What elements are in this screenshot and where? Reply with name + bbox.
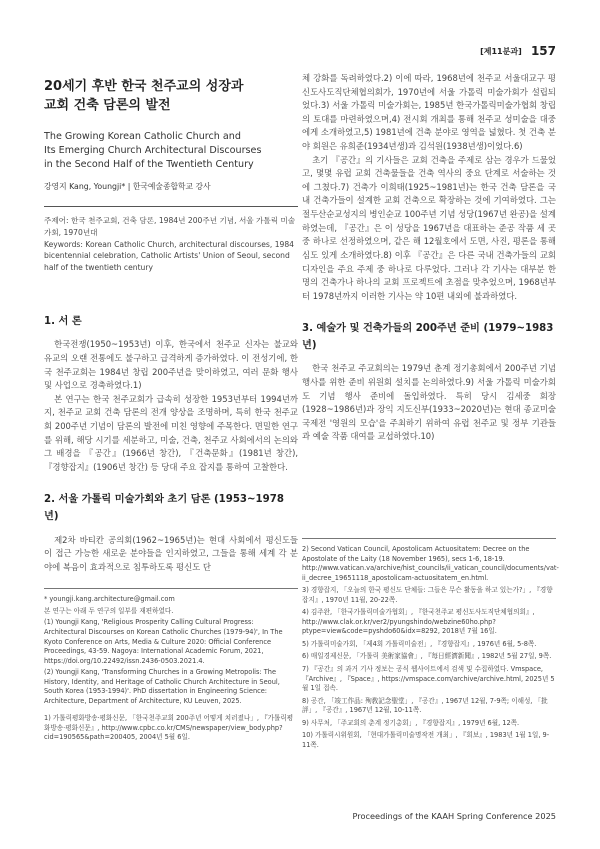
section-1-paragraph-1: 한국전쟁(1950~1953년) 이후, 한국에서 천주교 신자는 불교와 유교의 오랜 전통에도 불구하고 급격하게 증가하였다. 이 전성기에, 한국 천주교회는 1984년 창립 200주년을 맞이하였고, 여러 문화 행사 및 사업으로 경축하였다.1) [44,339,298,391]
footnote-1: 1) 가톨릭평화방송·평화신문, 「한국천주교회 200주년 어떻게 치러졌나」, 『가톨릭평화방송·평화신문』, http://www.cpbc.co.kr/CMS/newspaper/view_body.php?cid=190565&path=200405, 2004년 5월 6일. [44,714,294,742]
section-label: [제11분과] [480,47,522,56]
section-1-paragraph-2: 본 연구는 한국 천주교회가 급속히 성장한 1953년부터 1994년까지, 천주교 교회 건축 담론의 전개 양상을 조명하며, 특히 한국 천주교회 200주년 기념이 담론의 발전에 미친 영향에 주목한다. 면밀한 연구를 위해, 해당 시기를 세분하고, 미술, 건축, 천주교 사회에서의 논의와 그 배경을 『공간』(1966년 창간), 『건축문화』(1981년 창간), 『경향잡지』(1906년 창간) 등 당대 주요 잡지를 통하여 고찰한다. [44,393,298,472]
footnote-10: 10) 가톨릭시위원회, 「현대가톨릭미술명작전 개최」, 『회보』, 1983년 1월 1일, 9-11쪽. [302,731,550,749]
section-3-heading: 3. 예술가 및 건축가들의 200주년 준비 (1979~1983년) [302,323,554,351]
running-header [480,44,556,58]
footnote-9: 9) 사무처, 「주교회의 춘계 정기총회」, 『경향잡지』, 1979년 6월, 12쪽. [302,718,520,727]
section-1-heading: 1. 서 론 [44,315,82,327]
title-english-line-1: The Growing Korean Catholic Church and [44,130,241,142]
title-english-line-3: in the Second Half of the Twentieth Century [44,158,254,170]
footnote-7: 7) 『공간』의 과거 기사 정보는 공식 웹사이트에서 검색 및 수집하였다. Vmspace, 『Archive』, 『Space』, https://vmspace.com/archive/archive.html, 2025년 5월 1일 접속. [302,665,555,693]
page-number: 157 [530,44,556,58]
keywords-korean: 주제어: 한국 천주교회, 건축 담론, 1984년 200주년 기념, 서울 가톨릭 미술가회, 1970년대 [44,216,296,237]
keywords-english: Keywords: Korean Catholic Church, architectural discourses, 1984 bicentennial celebration, Catholic Artists' Union of Seoul, second half of the twentieth century [44,239,295,273]
footnote-8: 8) 공간, 「竣工作品: 殉敎記念聖堂」, 『공간』, 1967년 12월, 7-9쪽; 이해성, 「批評」, 『공간』, 1967년 12월, 10-11쪽. [302,696,548,715]
section-2-paragraph-1: 제2차 바티칸 공의회(1962~1965년)는 현대 사회에서 평신도들이 접근 가능한 새로운 분야들을 인지하였고, 그들을 통해 세계 각 분야에 복음이 효과적으로 침투하도록 평신도 단 [44,534,298,572]
title-english-line-2: Its Emerging Church Architectural Discourses [44,144,262,156]
footnote-5: 5) 가톨릭미술가회, 「제4회 가톨릭미술전」, 『경향잡지』, 1976년 6월, 5-8쪽. [302,639,537,648]
title-english [44,130,298,172]
footnotes-right [302,538,559,753]
right-paragraph-1: 체 강화를 독려하였다.2) 이에 따라, 1968년에 천주교 서울대교구 평신도사도직단체협의회가, 1970년에 서울 가톨릭 미술가회가 설립되었다.3) 서울 가톨릭 미술가회는, 1985년 한국가톨릭미술가협회 창립의 토대를 마련하였으며,4) 전시회 개최를 통해 천주교 성미술을 대중에게 소개하였고,5) 1981년에 건축 분야로 영역을 넓혔다. 첫 건축 분야 회원은 유희준(1934년생)과 김석원(1938년생)이었다.6) [302,73,556,152]
footnote-4: 4) 김주완, 「한국가톨릭미술가협회」, 『한국천주교 평신도사도직단체협의회』, http://www.clak.or.kr/ver2/pyungshindo/webzine60ho.php?ptype=view&code=pyshdo60&idx=8292, 2018년 7월 16일. [302,608,535,636]
footnote-3: 3) 경향잡지, 「오늘의 한국 평신도 단체들: 그들은 무슨 활동을 하고 있는가?」, 『경향잡지』, 1970년 11월, 20-22쪽. [302,586,553,604]
footnote-6: 6) 매일경제신문, 「가톨릭 美術家協會」, 『每日經濟新聞』, 1982년 5월 27일, 9쪽. [302,652,552,661]
title-korean-line-1: 20세기 후반 한국 천주교의 성장과 [44,79,244,94]
footnote-ref-1: (1) Youngji Kang, 'Religious Prosperity Calling Cultural Progress: Architectural Discourses on Korean Catholic Churches (1979-94)', In The Kyoto Conference on Arts, Media & Culture 2020: Official Conference Proceedings, 43-59. Nagoya: International Academic Forum, 2021, https://doi.org/10.22492/issn.2436-0503.2021.4. [44,618,283,665]
footnote-email: * youngji.kang.architecture@gmail.com [44,595,175,604]
right-paragraph-2: 초기 『공간』의 기사들은 교회 건축을 주제로 삼는 경우가 드물었고, 몇몇 유럽 교회 건축물들을 건축 역사의 중요 단계로 서술하는 것에 그쳤다.7) 건축가 이희태(1925~1981년)는 한국 건축 담론을 국내 건축가들이 설계한 교회 건축으로 확장하는 것에 기여하였다. 그는 절두산순교성지의 병인순교 100주년 기념 성당(1967년 완공)을 설계하였는데, 『공간』은 이 성당을 1967년을 대표하는 준공 작품 세 곳 중 하나로 선정하였으며, 같은 해 12월호에서 도면, 사진, 평론을 통해 심도 있게 소개하였다.8) 이후 『공간』은 다른 국내 건축가들의 교회 디자인을 주요 주제 중 하나로 다루었다. 그러나 각 기사는 대부분 한 명의 건축가나 하나의 교회 프로젝트에 초점을 맞추었으며, 1968년부터 1978년까지 이러한 기사는 약 10편 내외에 불과하였다. [302,154,556,301]
section-3-paragraph-1: 한국 천주교 주교회의는 1979년 춘계 정기총회에서 200주년 기념 행사를 위한 준비 위원회 설치를 논의하였다.9) 서울 가톨릭 미술가회도 기념 행사 준비에 돌입하였다. 특히 당시 김세중 회장(1928~1986년)과 장익 지도신부(1933~2020년)는 현대 종교미술 국제전 '영원의 모습'을 주최하기 위하여 유럽 천주교 및 정부 기관들과 예술 작품 대여를 교섭하였다.10) [302,363,556,442]
footnote-note: 본 연구는 아래 두 연구의 일부를 재편하였다. [44,606,174,615]
right-column [302,72,556,444]
footnote-ref-2: (2) Youngji Kang, 'Transforming Churches in a Growing Metropolis: The History, Identity, and Heritage of Catholic Church Architecture in Seoul, South Korea (1953-1994)'. PhD dissertation in Engineering Science: Architecture, Department of Architecture, KU Leuven, 2025. [44,668,280,705]
left-column [44,72,298,745]
section-2-heading: 2. 서울 가톨릭 미술가회와 초기 담론 (1953~1978년) [44,494,284,522]
footnotes-left [44,588,298,743]
footnote-2: 2) Second Vatican Council, Apostolicam Actuositatem: Decree on the Apostolate of the Laity (18 November 1965), secs 1-6, 18-19. http://www.vatican.va/archive/hist_councils/ii_vatican_council/documents/vat-ii_decree_19651118_apostolicam-actuositatem_en.html. [302,545,559,582]
running-footer: Proceedings of the KAAH Spring Conference 2025 [352,811,556,821]
title-korean [44,78,298,116]
title-korean-line-2: 교회 건축 담론의 발전 [44,97,171,113]
keywords-block [44,206,298,274]
author-line: 강영지 Kang, Youngji* | 한국예술종합학교 강사 [44,182,211,192]
